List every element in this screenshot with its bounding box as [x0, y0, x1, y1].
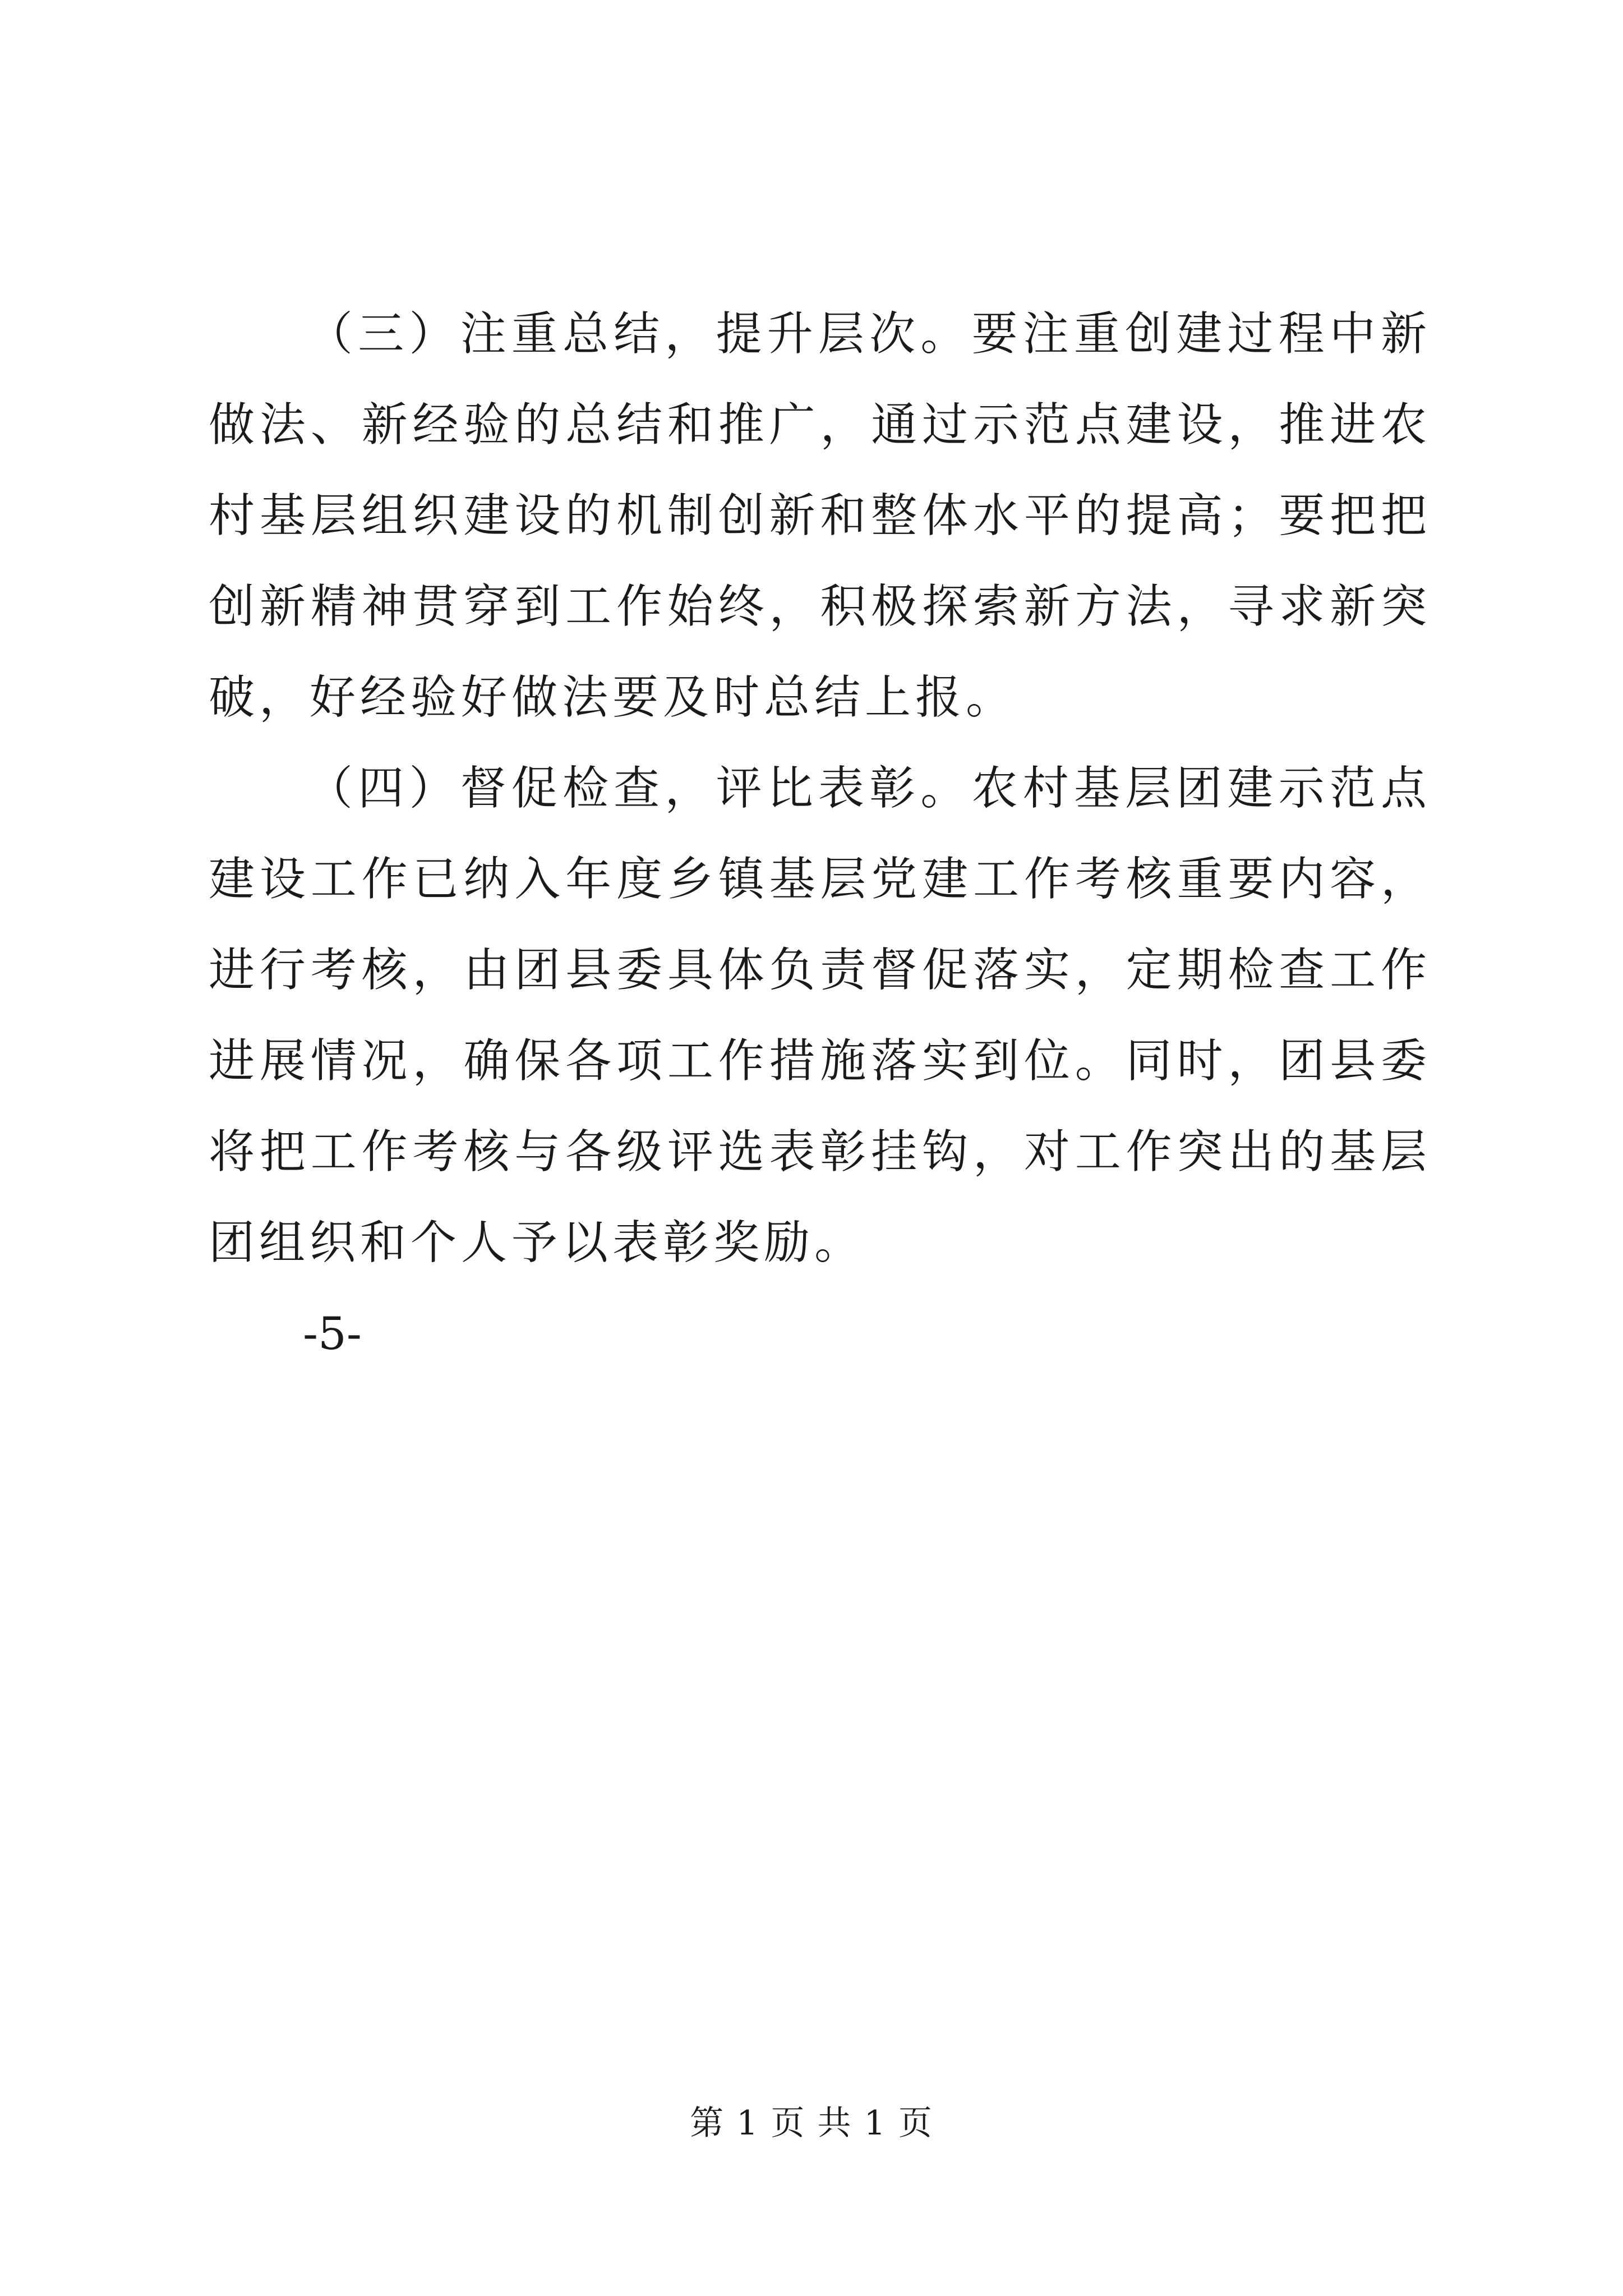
- paragraph-summary: （三）注重总结，提升层次。要注重创建过程中新做法、新经验的总结和推广，通过示范点建设，推进农村基层组织建设的机制创新和整体水平的提高；要把把创新精神贯穿到工作始终，积极探索新方法，寻求新突破，好经验好做法要及时总结上报。: [209, 307, 1431, 724]
- page-footer: 第 1 页 共 1 页: [690, 2104, 933, 2143]
- inline-page-number: -5-: [303, 1308, 362, 1360]
- document-body: [209, 289, 1431, 1379]
- paragraph-inspection: （四）督促检查，评比表彰。农村基层团建示范点建设工作已纳入年度乡镇基层党建工作考核重要内容，进行考核，由团县委具体负责督促落实，定期检查工作进展情况，确保各项工作措施落实到位。同时，团县委将把工作考核与各级评选表彰挂钩，对工作突出的基层团组织和个人予以表彰奖励。: [209, 762, 1431, 1269]
